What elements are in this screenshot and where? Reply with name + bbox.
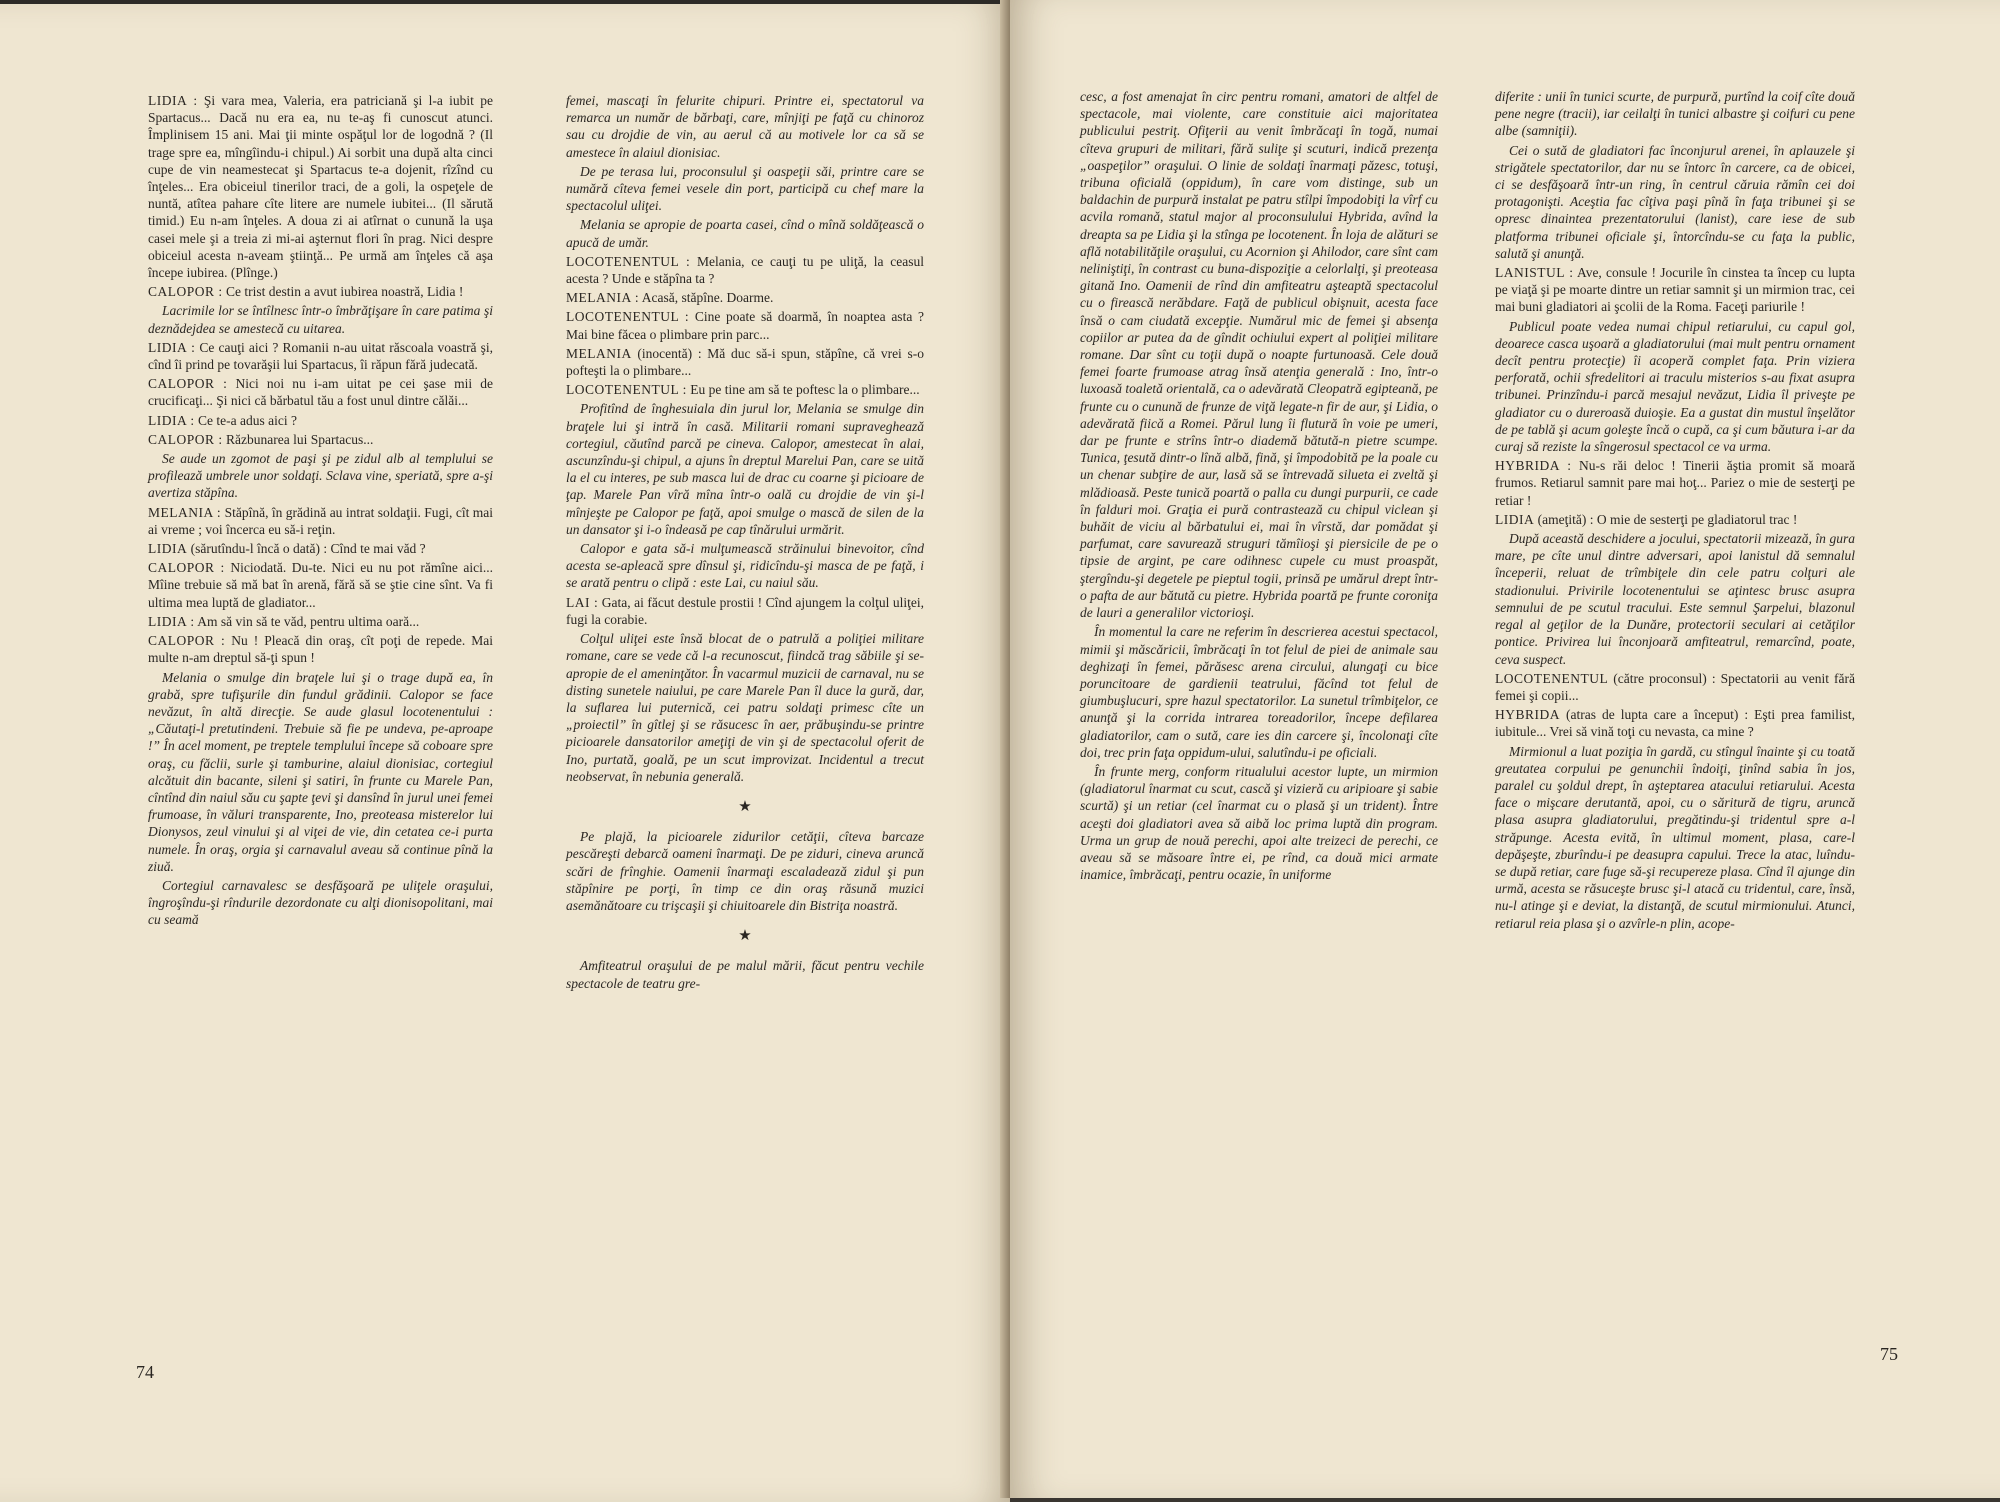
stage-direction: Calopor e gata să-i mulţumească străinului binevoitor, cînd acesta se-apleacă spre dînsul şi, ridicîndu-şi masca de pe faţă, i se arată pentru o clipă : este Lai, cu naiul său. <box>566 541 924 591</box>
speaker-name: LANISTUL : <box>1495 265 1574 281</box>
stage-direction: Profitînd de înghesuiala din jurul lor, Melania se smulge din braţele lui şi intră în casă. Militarii romani supraveghează cortegiul, căutînd parcă pe cineva. Calopor, amestecat în alai, ascunzîndu-şi chipul, a ajuns în dreptul Marelui Pan, care se uită la el cu interes, pe sub masca lui de drac cu coarne şi picioare de ţap. Marele Pan vîră mîna într-o oală cu drojdie de vin şi-l mînjeşte pe Calopor pe faţă, apoi smulge o mască de silen de la un dansator şi i-o îndeasă pe cap tînărului urmărit. <box>566 401 924 537</box>
stage-direction: Pe plajă, la picioarele zidurilor cetăţii, cîteva barcaze pescăreşti debarcă oameni înarmaţi. De pe ziduri, cineva aruncă scări de frînghie. Oamenii înarmaţi escaladează zidul şi pun stăpînire pe porţi, în timp ce din oraş răsună muzici asemănătoare cu trişcaşii şi chiuitoarele din Bistriţa noastră. <box>566 829 924 913</box>
speaker-name: MELANIA : <box>148 504 222 520</box>
dialogue-line <box>148 92 493 281</box>
section-separator: ★ <box>738 928 752 945</box>
dialogue-line <box>148 613 493 630</box>
stage-direction: cesc, a fost amenajat în circ pentru romani, amatori de altfel de spectacole, mai violente, care constituie aici majoritatea publicului pestriţ. Ofiţerii au venit îmbrăcaţi în togă, numai cîteva grupuri de militari, fără suliţe şi scuturi, indică prezenţa „oaspeţilor” oraşului. O linie de soldaţi înarmaţi păzesc, totuşi, tribuna oficială (oppidum), în care vom distinge, sub un baldachin de purpură instalat pe patru stîlpi împodobiţi la vîrf cu acvila romană, statul major al proconsulului Hybrida, avînd la dreapta sa pe Lidia şi la stînga pe locotenent. În loja de alături se află notabilităţile oraşului, cu Acornion şi Ahilodor, care sînt cam neliniştiţi, în contrast cu buna-dispoziţie a celorlalţi, şi preoteasa gitană Ino. Oamenii de rînd din amfiteatru aşteaptă spectacolul cu o firească nerăbdare. Faţă de publicul obişnuit, acesta face însă o cam ciudată excepţie. Numărul mic de femei şi absenţa copiilor ar putea da de gîndit ochiului expert al poliţiei militare romane. Dar sînt cu toţii după o noapte furtunoasă. Cele două femei foarte frumoase atrag însă atenţia generală : Ino, într-o luxoasă toaletă orientală, ca o adevărată Cleopatră egipteană, pe frunte cu o cunună de frunze de viţă legate-n fir de aur, şi Lidia, o adevărată fiică a Romei. Părul lung îi flutură în voie pe umeri, dar pe frunte e strîns într-o diademă bătută-n pietre scumpe. Tunica, ţesută dintr-o lînă albă, fină, şi împodobită pe la poale cu un chenar subţire de aur, lasă să se întrevadă silueta ei zveltă şi mlădioasă. Peste tunică poartă o palla cu dungi purpurii, ce cade în falduri moi. Graţia ei pură contrastează cu chipul viclean şi buhăit de viciu al bărbatului ei, mai în vîrstă, dar pomădat şi parfumat, care savurează struguri tămîioşi şi piersicile de pe o tipsie de argint, pe care odihnesc cupele cu must proaspăt, ştergîndu-şi degetele pe pieptul togii, prinsă pe umărul drept într-o pafta de aur bătută cu pietre. Hybrida poartă pe frunte coroniţa de lauri a generalilor victorioşi. <box>1080 89 1438 621</box>
dialogue-text: Niciodată. Du-te. Nici eu nu pot rămîne aici... Mîine trebuie să mă bat în arenă, fără să se ştie cine sînt. Va fi ultima mea luptă de gladiator... <box>148 560 493 610</box>
stage-direction: Melania se apropie de poarta casei, cînd o mînă soldăţească o apucă de umăr. <box>566 217 924 250</box>
column-2 <box>566 92 924 994</box>
dialogue-line <box>1495 264 1855 316</box>
page-number-left: 74 <box>136 1362 154 1382</box>
dialogue-text: Am să vin să te văd, pentru ultima oară... <box>194 613 420 629</box>
dialogue-text: Ave, consule ! Jocurile în cinstea ta încep cu lupta pe viaţă şi pe moarte dintre un retiar samnit şi un mirmion trac, cei mai buni gladiatori ai şcolii de la Roma. Faceţi pariurile ! <box>1495 265 1855 315</box>
dialogue-line <box>148 540 493 557</box>
speaker-name: LIDIA : <box>148 613 195 629</box>
speaker-name: LOCOTENENTUL <box>1495 670 1609 686</box>
dialogue-line <box>566 253 924 287</box>
speaker-name: LOCOTENENTUL : <box>566 382 687 398</box>
dialogue-line <box>148 431 493 448</box>
right-page <box>1010 0 2000 1498</box>
dialogue-line <box>1495 706 1855 740</box>
dialogue-text: (atras de lupta care a început) : Eşti prea familist, iubitule... Vrei să vină toţi cu nevasta, ca mine ? <box>1495 707 1855 740</box>
speaker-name: LIDIA <box>148 541 188 557</box>
dialogue-text: (inocentă) : Mă duc să-i spun, stăpîne, că vrei s-o pofteşti la o plimbare... <box>566 345 924 379</box>
stage-direction: Cei o sută de gladiatori fac înconjurul arenei, în aplauzele şi strigătele spectatorilor, dar nu se întorc în carcere, ca de obicei, ci se desfăşoară într-un ring, în centrul căruia rămîn cei doi protagonişti. Aceştia fac cîţiva paşi pînă în faţa tribunei şi se opresc dinaintea prezentatorului (lanist), care iese de sub platforma tribunei oficiale şi, întorcîndu-se cu faţa la public, salută şi anunţă. <box>1495 142 1855 261</box>
column-3 <box>1080 88 1438 885</box>
dialogue-text: Eu pe tine am să te poftesc la o plimbare... <box>686 382 920 398</box>
stage-direction: Lacrimile lor se întîlnesc într-o îmbrăţişare în care patima şi deznădejdea se amestecă cu uitarea. <box>148 303 493 336</box>
speaker-name: LAI : <box>566 594 599 610</box>
speaker-name: HYBRIDA <box>1495 707 1561 723</box>
section-separator: ★ <box>738 798 752 815</box>
dialogue-text: Melania, ce cauţi tu pe uliţă, la ceasul acesta ? Unde e stăpîna ta ? <box>566 253 924 287</box>
column-4 <box>1495 88 1855 934</box>
dialogue-line <box>148 283 493 300</box>
dialogue-text: Nici noi nu i-am uitat pe cei şase mii de crucificaţi... Şi nici că bărbatul tău a fost unul dintre călăi... <box>148 376 493 409</box>
dialogue-line <box>566 289 924 306</box>
dialogue-line <box>566 381 924 398</box>
speaker-name: LIDIA : <box>148 93 198 108</box>
dialogue-text: Ce trist destin a avut iubirea noastră, Lidia ! <box>222 284 464 300</box>
speaker-name: CALOPOR : <box>148 376 228 392</box>
dialogue-line <box>148 504 493 538</box>
speaker-name: LIDIA <box>1495 511 1535 527</box>
speaker-name: LIDIA : <box>148 339 196 355</box>
dialogue-text: Nu-s răi deloc ! Tinerii ăştia promit să moară frumos. Retiarul samnit pare mai hoţ... Pariez o mie de sesterţi pe retiar ! <box>1495 458 1855 508</box>
stage-direction: De pe terasa lui, proconsulul şi oaspeţii săi, printre care se numără cîteva femei vesele din port, participă cu chef mare la spectacolul uliţei. <box>566 163 924 214</box>
speaker-name: HYBRIDA : <box>1495 458 1572 474</box>
dialogue-line <box>148 339 493 373</box>
dialogue-text: Stăpînă, în grădină au intrat soldaţii. Fugi, cît mai ai vreme ; voi încerca eu să-i reţin. <box>148 504 494 537</box>
speaker-name: MELANIA <box>566 345 632 361</box>
speaker-name: LOCOTENENTUL : <box>566 253 691 269</box>
dialogue-line <box>566 594 924 628</box>
column-1 <box>148 92 493 931</box>
dialogue-line <box>148 632 493 666</box>
dialogue-text: (ameţită) : O mie de sesterţi pe gladiatorul trac ! <box>1534 511 1798 527</box>
dialogue-text: (sărutîndu-l încă o dată) : Cînd te mai văd ? <box>187 541 426 557</box>
speaker-name: CALOPOR : <box>148 633 226 649</box>
dialogue-text: (către proconsul) : Spectatorii au venit fără femei şi copii... <box>1495 670 1855 703</box>
dialogue-line <box>566 345 924 379</box>
stage-direction: Cortegiul carnavalesc se desfăşoară pe uliţele oraşului, îngroşîndu-şi rîndurile dezordonate cu alţi dionisopolitani, mai cu seamă <box>148 877 493 928</box>
dialogue-line <box>148 412 493 429</box>
speaker-name: LIDIA : <box>148 412 195 428</box>
stage-direction: Amfiteatrul oraşului de pe malul mării, făcut pentru vechile spectacole de teatru gre- <box>566 958 924 991</box>
speaker-name: CALOPOR : <box>148 431 223 447</box>
dialogue-text: Răzbunarea lui Spartacus... <box>222 431 374 447</box>
dialogue-text: Ce cauţi aici ? Romanii n-au uitat răscoala voastră şi, cînd îi prind pe tovarăşii lui Spartacus, îi răpun fără judecată. <box>148 339 493 373</box>
dialogue-text: Ce te-a adus aici ? <box>194 412 297 428</box>
dialogue-line <box>566 308 924 342</box>
stage-direction: În momentul la care ne referim în descrierea acestui spectacol, mimii şi măscăricii, îmbrăcaţi în tot felul de piei de animale sau deghizaţi în femei, părăsesc arena circului, alungaţi cu bice poruncitoare de gardienii teatrului, făcînd tot felul de giumbuşlucuri, spre hazul spectatorilor. La sunetul trîmbiţelor, ce anunţă şi la corrida intrarea toreadorilor, începe defilarea gladiatorilor, cam o sută, care ies din carcere şi, încolonaţi cîte doi, trec prin faţa oppidum-ului, salutîndu-i pe oficiali. <box>1080 624 1438 760</box>
dialogue-text: Nu ! Pleacă din oraş, cît poţi de repede. Mai multe n-am dreptul să-ţi spun ! <box>148 633 494 666</box>
dialogue-text: Acasă, stăpîne. Doarme. <box>639 290 774 306</box>
dialogue-line <box>1495 511 1855 528</box>
stage-direction: Colţul uliţei este însă blocat de o patrulă a poliţiei militare romane, care se vede că l-a recunoscut, fiindcă trag săbiile şi se-apropie de el ameninţător. În vacarmul muzicii de carnaval, nu se disting sunetele naiului, pe care Marele Pan îl duce la gură, dar, la suflarea lui puternică, cei patru soldaţi primesc cîte un „proiectil” în gîtlej şi se răsucesc în aer, prăbuşindu-se printre picioarele dansatorilor ameţiţi de vin şi de spectacolul oferit de Ino, purtată, goală, pe un scut improvizat. Incidentul a trecut neobservat, în nebunia generală. <box>566 631 924 784</box>
dialogue-line <box>148 559 493 611</box>
speaker-name: CALOPOR : <box>148 284 223 300</box>
speaker-name: CALOPOR : <box>148 560 225 576</box>
speaker-name: MELANIA : <box>566 290 640 306</box>
stage-direction: Melania o smulge din braţele lui şi o trage după ea, în grabă, spre tufişurile din fundul grădinii. Calopor se face nevăzut, în altă direcţie. Se aude glasul locotenentului : „Căutaţi-l pretutindeni. Trebuie să fie pe undeva, pe-aproape !” În acel moment, pe treptele templului începe să coboare spre oraş, cu făclii, surle şi tamburine, alaiul dionisiac, cortegiul alcătuit din bacante, sileni şi satiri, în frunte cu Marele Pan, cîntînd din naiul său cu şapte ţevi şi dansînd în jurul unei femei frumoase, în văluri transparente, Ino, preoteasa misterelor lui Dionysos, zeul vinului şi al viţei de vie, din cetatea ce-i purta numele. În oraş, orgia şi carnavalul aveau să continue pînă la ziuă. <box>148 669 493 874</box>
dialogue-line <box>1495 457 1855 509</box>
stage-direction: Publicul poate vedea numai chipul retiarului, cu capul gol, deoarece casca uşoară a gladiatorului (mai mult pentru ornament decît pentru protecţie) îi acoperă complet faţa. Prin viziera perforată, ochii sfredelitori ai traculu misterios s-au fixat asupra tribunei. Prinzîndu-i parcă mesajul nevăzut, Lidia îl priveşte pe gladiator cu o dureroasă duioşie. Ea a gustat din mustul înşelător de pe tablă şi acum goleşte încă o cupă, ca şi cum băutura i-ar da curaj să reziste la sîngerosul spectacol ce va urma. <box>1495 318 1855 455</box>
stage-direction: femei, mascaţi în felurite chipuri. Printre ei, spectatorul va remarca un număr de bărbaţi, care, mînjiţi pe faţă cu chinoroz sau cu drojdie de vin, au aerul că au motivele lor ca să se amestece în alaiul dionisiac. <box>566 93 924 160</box>
page-number-right: 75 <box>1880 1344 1898 1364</box>
dialogue-text: Gata, ai făcut destule prostii ! Cînd ajungem la colţul uliţei, fugi la corabie. <box>566 594 924 627</box>
stage-direction: După această deschidere a jocului, spectatorii mizează, în gura mare, pe cîte unul dintre adversari, apoi lanistul dă semnalul începerii, reluat de trîmbiţele din cele patru colţuri ale stadionului. Privirile locotenentului se aţintesc brusc asupra semnului de pe scutul tracului. Este semnul Şarpelui, blazonul regal al geţilor de la Dunăre, protectorii seculari ai cetăţilor pontice. Privirea lui înconjoară amfiteatrul, remarcînd, poate, ceva suspect. <box>1495 531 1855 667</box>
speaker-name: LOCOTENENTUL : <box>566 309 690 325</box>
dialogue-text: Şi vara mea, Valeria, era patriciană şi l-a iubit pe Spartacus... Dacă nu era ea, nu te-aş fi cunoscut atunci. Împlinisem 15 ani. Mai ţii minte ospăţul lor de logodnă ? (Il trage spre ea, mîngîindu-i chipul.) Ai sorbit una după alta cinci cupe de vin neamestecat şi Spartacus te-a dojenit, rîzînd cu înţeles... Era obiceiul tinerilor traci, de a goli, la ospeţele de nuntă, atîtea pahare cîte litere are numele iubitei... (Il sărută timid.) Eu n-am înţeles. A doua zi ai atîrnat o cunună la uşa casei mele şi a treia zi mi-ai aşternut flori în prag. Nici despre obiceiul acesta n-aveam ştiinţă... Pe urmă am înţeles că aşa începe iubirea. (Plînge.) <box>148 93 493 281</box>
dialogue-text: Cine poate să doarmă, în noaptea asta ? Mai bine făcea o plimbare prin parc... <box>566 309 924 342</box>
stage-direction: diferite : unii în tunici scurte, de purpură, purtînd la coif cîte două pene negre (tracii), iar ceilalţi în tunici albastre şi coifuri cu pene albe (samniţii). <box>1495 89 1855 139</box>
stage-direction: Mirmionul a luat poziţia în gardă, cu stîngul înainte şi cu toată greutatea corpului pe genunchii îndoiţi, ţinînd sabia în jos, paralel cu şoldul drept, în aşteptarea atacului retiarului. Acesta face o mişcare derutantă, apoi, cu o săritură de tigru, aruncă plasa asupra gladiatorului, pregătindu-şi tridentul spre a-l străpunge. Acesta evită, în ultimul moment, plasa, care-l depăşeşte, zburîndu-i pe deasupra capului. Trece la atac, luîndu-se după retiar, care fuge să-şi recupereze plasa. Cînd îl ajunge din urmă, acesta se răsuceşte brusc şi-l atacă cu tridentul, care, însă, nu-l atinge şi e deviat, la distanţă, de scutul mirmionului. Atunci, retiarul reia plasa şi o azvîrle-n plin, acope- <box>1495 743 1855 931</box>
dialogue-line <box>148 375 493 409</box>
stage-direction: Se aude un zgomot de paşi şi pe zidul alb al templului se profilează umbrele unor soldaţi. Sclava vine, speriată, spre a-şi avertiza stăpîna. <box>148 451 493 501</box>
stage-direction: În frunte merg, conform ritualului acestor lupte, un mirmion (gladiatorul înarmat cu scut, cască şi vizieră cu aripioare şi sabie scurtă) şi un retiar (cel înarmat cu o plasă şi un trident). Între aceşti doi gladiatori avea să aibă loc prima luptă din program. Urma un grup de nouă perechi, apoi alte treizeci de perechi, ce aveau să se măsoare între ei, pe rînd, ca două mici armate inamice, îmbrăcaţi, pentru ocazie, în uniforme <box>1080 763 1438 883</box>
dialogue-line <box>1495 670 1855 704</box>
